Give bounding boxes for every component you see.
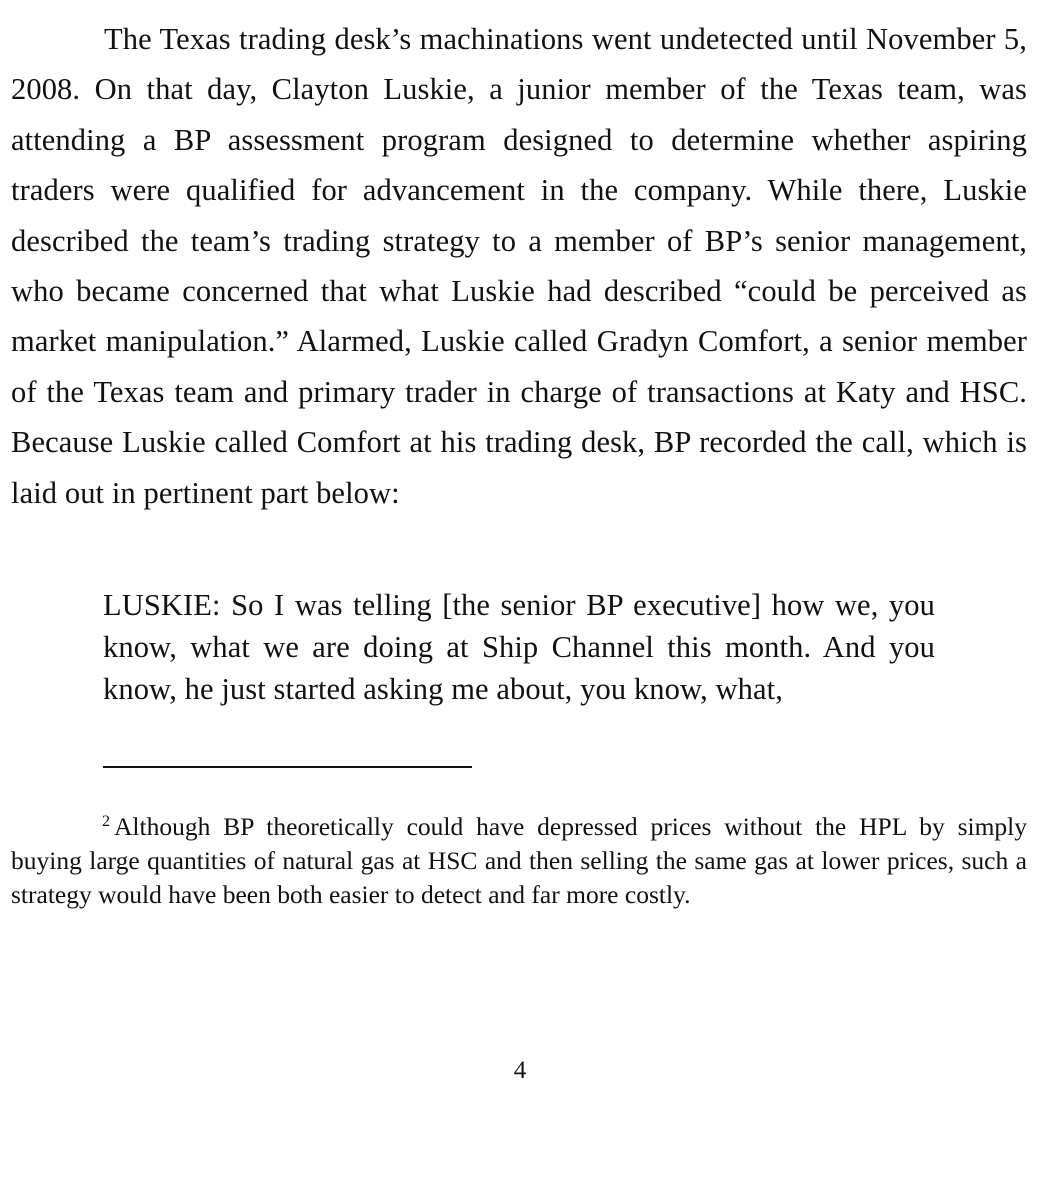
footnote-text: Although BP theoretically could have depressed prices without the HPL by simply buying large quantities of natural gas at HSC and then selling the same gas at lower prices, such a strategy would have been both easier to detect and far more costly. bbox=[11, 812, 1027, 909]
footnote-marker: 2 bbox=[102, 813, 110, 830]
footnote bbox=[11, 810, 1027, 912]
block-quote: LUSKIE: So I was telling [the senior BP executive] how we, you know, what we are doing at Ship Channel this month. And you know, he just started asking me about, you know, what, bbox=[103, 588, 935, 706]
body-paragraph: The Texas trading desk’s machinations went undetected until November 5, 2008. On that day, Clayton Luskie, a junior member of the Texas team, was attending a BP assessment program designed to determine whether aspiring traders were qualified for advancement in the company. While there, Luskie described the team’s trading strategy to a member of BP’s senior management, who became concerned that what Luskie had described “could be perceived as market manipulation.” Alarmed, Luskie called Gradyn Comfort, a senior member of the Texas team and primary trader in charge of transactions at Katy and HSC. Because Luskie called Comfort at his trading desk, BP recorded the call, which is laid out in pertinent part below: bbox=[11, 22, 1027, 510]
footnote-separator bbox=[103, 766, 472, 768]
page-number: 4 bbox=[513, 1057, 527, 1084]
